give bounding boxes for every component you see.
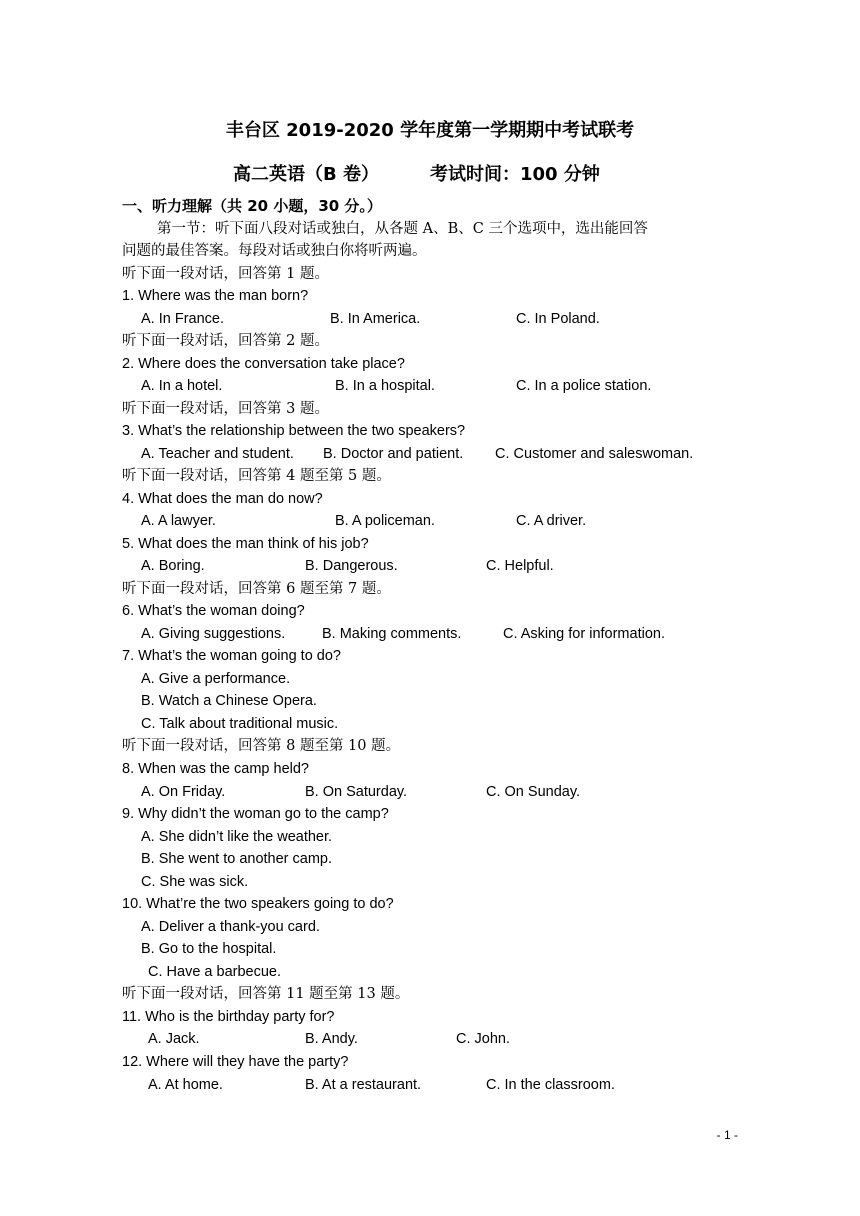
exam-subject: 高二英语（B 卷） [233, 164, 379, 185]
question-text: 12. Where will they have the party? [122, 1054, 349, 1070]
option-a: A. On Friday. [141, 784, 226, 800]
option-b: B. Dangerous. [305, 558, 398, 574]
option-a: A. Deliver a thank-you card. [141, 919, 320, 935]
option-b: B. A policeman. [335, 513, 435, 529]
option-b: B. Watch a Chinese Opera. [141, 693, 317, 709]
option-c: C. She was sick. [141, 874, 249, 890]
question-text: 8. When was the camp held? [122, 761, 309, 777]
question-text: 2. Where does the conversation take place? [122, 356, 405, 372]
section-heading: 一、听力理解（共 20 小题，30 分。） [122, 197, 382, 215]
option-a: A. At home. [148, 1077, 223, 1093]
option-b: B. Andy. [305, 1031, 358, 1047]
option-b: B. Making comments. [322, 626, 462, 642]
option-c: C. In the classroom. [486, 1077, 615, 1093]
listening-cue: 听下面一段对话，回答第 4 题至第 5 题。 [122, 468, 391, 484]
option-a: A. Giving suggestions. [141, 626, 286, 642]
option-c: C. In Poland. [516, 311, 600, 327]
listening-cue: 听下面一段对话，回答第 1 题。 [122, 266, 329, 282]
option-c: C. Talk about traditional music. [141, 716, 339, 732]
instruction-line-1: 第一节：听下面八段对话或独白，从各题 A、B、C 三个选项中，选出能回答 [157, 221, 648, 237]
option-c: C. On Sunday. [486, 784, 581, 800]
option-a: A. Boring. [141, 558, 205, 574]
listening-cue: 听下面一段对话，回答第 11 题至第 13 题。 [122, 986, 410, 1002]
option-b: B. Doctor and patient. [323, 446, 464, 462]
listening-cue: 听下面一段对话，回答第 2 题。 [122, 333, 329, 349]
option-b: B. At a restaurant. [305, 1077, 422, 1093]
option-c: C. John. [456, 1031, 510, 1047]
question-text: 6. What’s the woman doing? [122, 603, 305, 619]
page-number: - 1 - [716, 1128, 738, 1142]
question-text: 11. Who is the birthday party for? [122, 1009, 335, 1025]
option-c: C. Helpful. [486, 558, 554, 574]
option-b: B. On Saturday. [305, 784, 408, 800]
listening-cue: 听下面一段对话，回答第 8 题至第 10 题。 [122, 738, 401, 754]
option-b: B. Go to the hospital. [141, 941, 277, 957]
question-text: 10. What’re the two speakers going to do? [122, 896, 394, 912]
option-a: A. In a hotel. [141, 378, 223, 394]
option-a: A. Give a performance. [141, 671, 291, 687]
option-c: C. Have a barbecue. [148, 964, 281, 980]
option-c: C. In a police station. [516, 378, 652, 394]
question-text: 1. Where was the man born? [122, 288, 309, 304]
question-text: 3. What’s the relationship between the two speakers? [122, 423, 466, 439]
question-text: 4. What does the man do now? [122, 491, 323, 507]
exam-time: 考试时间：100 分钟 [430, 164, 600, 185]
option-a: A. A lawyer. [141, 513, 216, 529]
question-text: 7. What’s the woman going to do? [122, 648, 341, 664]
option-c: C. Asking for information. [503, 626, 665, 642]
option-c: C. Customer and saleswoman. [495, 446, 694, 462]
question-text: 5. What does the man think of his job? [122, 536, 369, 552]
listening-cue: 听下面一段对话，回答第 6 题至第 7 题。 [122, 581, 391, 597]
question-text: 9. Why didn’t the woman go to the camp? [122, 806, 389, 822]
option-b: B. In America. [330, 311, 421, 327]
instruction-line-2: 问题的最佳答案。每段对话或独白你将听两遍。 [122, 243, 427, 259]
option-b: B. She went to another camp. [141, 851, 333, 867]
option-a: A. Teacher and student. [141, 446, 294, 462]
option-a: A. Jack. [148, 1031, 200, 1047]
option-c: C. A driver. [516, 513, 587, 529]
listening-cue: 听下面一段对话，回答第 3 题。 [122, 401, 329, 417]
option-a: A. She didn’t like the weather. [141, 829, 333, 845]
exam-title: 丰台区 2019-2020 学年度第一学期期中考试联考 [225, 120, 635, 141]
option-a: A. In France. [141, 311, 225, 327]
option-b: B. In a hospital. [335, 378, 435, 394]
